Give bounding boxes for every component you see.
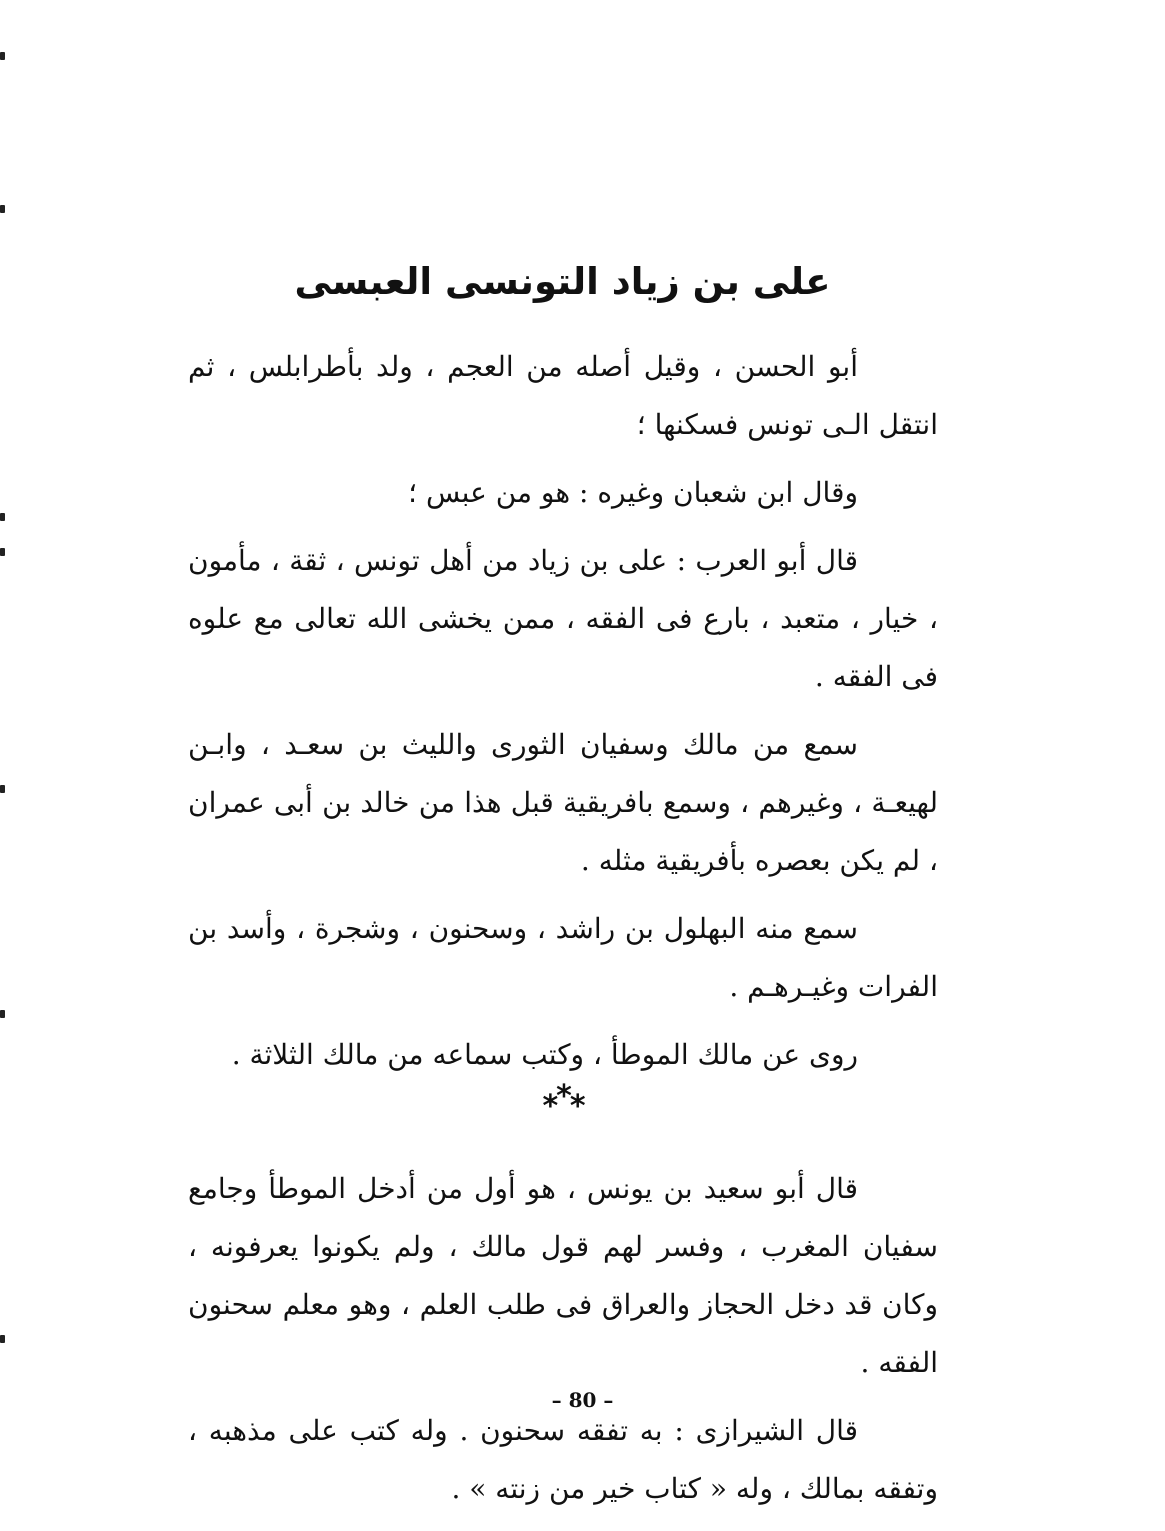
scan-artifact bbox=[0, 548, 5, 556]
paragraph-7: قال أبو سعيد بن يونس ، هو أول من أدخل الموطأ وجامع سفيان المغرب ، وفسر لهم قول مالك ، ولم يكونوا يعرفونه ، وكان قد دخل الحجاز والعراق فى طلب العلم ، وهو معلم سحنون الفقه . bbox=[188, 1172, 938, 1379]
paragraph-4: سمع من مالك وسفيان الثورى والليث بن سعـد ، وابـن لهيعـة ، وغيرهم ، وسمع بافريقية قبل هذا من خالد بن أبى عمران ، لم يكن بعصره بأفريقية مثله . bbox=[188, 728, 938, 877]
separator-star: * bbox=[556, 1079, 570, 1114]
paragraph-6: روى عن مالك الموطأ ، وكتب سماعه من مالك الثلاثة . bbox=[231, 1038, 858, 1071]
paragraph-3: قال أبو العرب : على بن زياد من أهل تونس ، ثقة ، مأمون ، خيار ، متعبد ، بارع فى الفقه ، ممن يخشى الله تعالى مع علوه فى الفقه . bbox=[188, 544, 938, 693]
scan-artifact bbox=[0, 1335, 5, 1343]
scan-artifact bbox=[0, 1010, 5, 1018]
scan-artifact bbox=[0, 52, 5, 60]
page-number: – 80 – bbox=[551, 1388, 614, 1412]
separator-star: * bbox=[569, 1089, 584, 1124]
paragraph-8: قال الشيرازى : به تفقه سحنون . وله كتب على مذهبه ، وتفقه بمالك ، وله « كتاب خير من زنته » . bbox=[188, 1414, 938, 1505]
separator-star: * bbox=[542, 1089, 557, 1124]
paragraph-1: أبو الحسن ، وقيل أصله من العجم ، ولد بأطرابلس ، ثم انتقل الـى تونس فسكنها ؛ bbox=[188, 350, 938, 441]
paragraph-5: سمع منه البهلول بن راشد ، وسحنون ، وشجرة ، وأسد بن الفرات وغيـرهـم . bbox=[188, 912, 938, 1003]
paragraph-2: وقال ابن شعبان وغيره : هو من عبس ؛ bbox=[408, 476, 858, 509]
scan-artifact bbox=[0, 785, 5, 793]
scan-artifact bbox=[0, 205, 5, 213]
scan-artifact bbox=[0, 513, 5, 521]
section-separator bbox=[188, 1079, 938, 1150]
document-body bbox=[188, 338, 938, 1518]
page-title: على بن زياد التونسى العبسى bbox=[294, 260, 831, 303]
